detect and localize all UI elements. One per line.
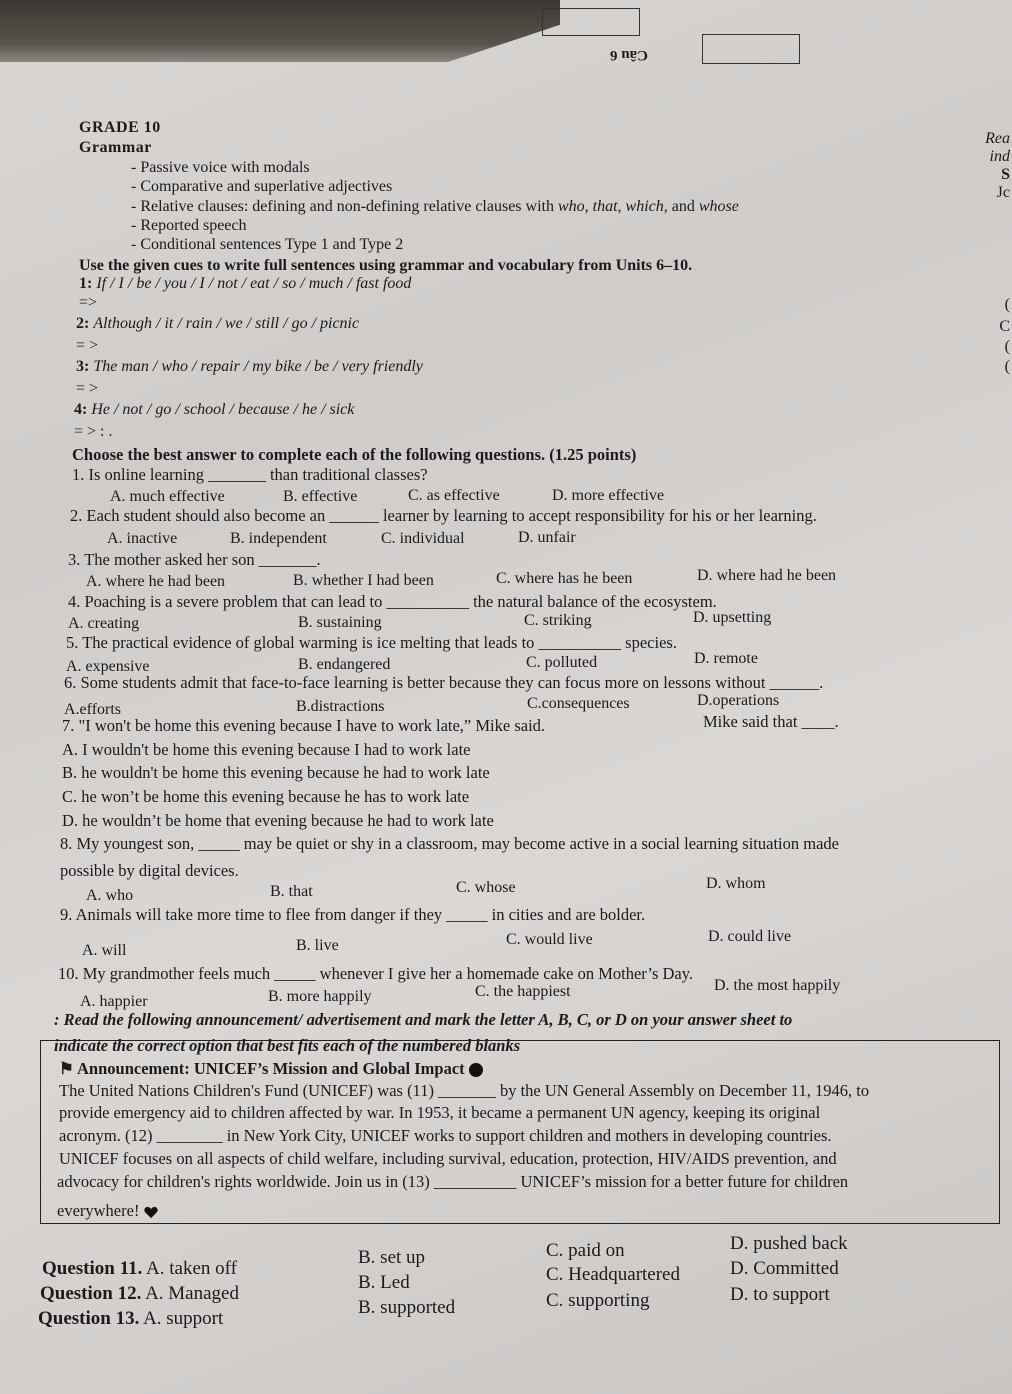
- topic-item: - Comparative and superlative adjectives: [131, 178, 393, 195]
- answer-option[interactable]: A. much effective: [110, 488, 225, 505]
- announcement-line-last: [57, 1201, 158, 1221]
- answer-option[interactable]: C. he won’t be home this evening because he has to work late: [62, 787, 470, 806]
- cue-arrow: = >: [76, 337, 99, 354]
- question-stem: 5. The practical evidence of global warming is ice melting that leads to __________ species.: [66, 633, 677, 652]
- topic-text: and: [671, 198, 695, 215]
- top-scribbles: [520, 0, 1012, 80]
- answer-option[interactable]: B. sustaining: [298, 614, 382, 631]
- answer-option[interactable]: D. Committed: [730, 1258, 839, 1279]
- answer-option[interactable]: D. upsetting: [693, 609, 772, 626]
- answer-option[interactable]: A. taken off: [146, 1258, 237, 1279]
- cue-text: The man / who / repair / my bike / be / very friendly: [93, 358, 423, 375]
- cau-label: Câu 6: [610, 47, 648, 63]
- answer-option[interactable]: B. Led: [358, 1272, 410, 1293]
- answer-option[interactable]: B. whether I had been: [293, 572, 434, 589]
- answer-option[interactable]: A. Managed: [145, 1283, 239, 1304]
- fragment-text: Rea: [985, 130, 1010, 147]
- answer-option[interactable]: D. unfair: [518, 529, 576, 546]
- answer-option[interactable]: A. expensive: [66, 658, 150, 675]
- topic-item: - Conditional sentences Type 1 and Type 2: [131, 236, 404, 253]
- fragment-text: (: [1004, 338, 1010, 355]
- answer-option[interactable]: B. effective: [283, 488, 358, 505]
- answer-option[interactable]: A. who: [86, 887, 134, 904]
- answer-option[interactable]: B. he wouldn't be home this evening because he had to work late: [62, 763, 490, 782]
- fragment-text: Jc: [996, 184, 1010, 201]
- answer-option[interactable]: B.distractions: [296, 698, 385, 715]
- answer-option[interactable]: C. would live: [506, 931, 593, 948]
- answer-option[interactable]: D. the most happily: [714, 977, 841, 994]
- question-stem: 2. Each student should also become an ______ learner by learning to accept responsibility for his or her learning.: [70, 506, 817, 525]
- announcement-line: advocacy for children's rights worldwide. Join us in (13) __________ UNICEF’s mission for a better future for children: [57, 1172, 849, 1191]
- topic-item: - Passive voice with modals: [131, 159, 310, 176]
- cue-text: Although / it / rain / we / still / go / picnic: [93, 315, 360, 332]
- fragment-text: (: [1004, 358, 1010, 375]
- cue-text: If / I / be / you / I / not / eat / so / much / fast food: [96, 275, 412, 292]
- answer-option[interactable]: A. inactive: [107, 530, 178, 547]
- cue-item: [74, 400, 354, 419]
- question-stem: 6. Some students admit that face-to-face learning is better because they can focus more on lessons without ______.: [64, 673, 824, 692]
- answer-option[interactable]: C. polluted: [526, 654, 598, 671]
- answer-option[interactable]: C. where has he been: [496, 570, 633, 587]
- reading-instruction-2: indicate the correct option that best fits each of the numbered blanks: [54, 1036, 521, 1055]
- cue-item: [79, 274, 411, 293]
- answer-option[interactable]: A. happier: [80, 993, 148, 1010]
- answer-option[interactable]: A.efforts: [64, 701, 122, 718]
- answer-option[interactable]: B. more happily: [268, 988, 372, 1005]
- answer-option[interactable]: D. where had he been: [697, 567, 837, 584]
- cue-number: 1:: [79, 275, 93, 292]
- announcement-title-text: Announcement: UNICEF’s Mission and Global Impact: [77, 1059, 465, 1078]
- topic-text: - Relative clauses: defining and non-defining relative clauses with: [131, 198, 554, 215]
- answer-option[interactable]: C. paid on: [546, 1240, 625, 1261]
- right-edge-fragments: [982, 130, 1012, 400]
- answer-option[interactable]: C. as effective: [408, 487, 500, 504]
- answer-option[interactable]: C. supporting: [546, 1290, 650, 1311]
- answer-option[interactable]: A. creating: [68, 615, 140, 632]
- cues-instruction: Use the given cues to write full sentences using grammar and vocabulary from Units 6–10.: [79, 257, 693, 274]
- answer-option[interactable]: B. set up: [358, 1247, 426, 1268]
- reading-question: [40, 1283, 239, 1305]
- topic-item: - Reported speech: [131, 217, 247, 234]
- question-stem: 3. The mother asked her son _______.: [68, 550, 321, 569]
- cue-number: 2:: [76, 315, 90, 332]
- answer-option[interactable]: C. whose: [456, 879, 516, 896]
- reading-question: [38, 1308, 223, 1330]
- answer-option[interactable]: A. support: [143, 1308, 224, 1329]
- fragment-text: (: [1004, 296, 1010, 313]
- cue-arrow: =>: [79, 294, 98, 311]
- answer-option[interactable]: B. that: [270, 883, 313, 900]
- answer-option[interactable]: B. live: [296, 937, 339, 954]
- cue-number: 4:: [74, 401, 88, 418]
- answer-option[interactable]: B. independent: [230, 530, 327, 547]
- sketch-box: [542, 8, 640, 36]
- answer-option[interactable]: D. he wouldn’t be home that evening because he had to work late: [62, 811, 494, 830]
- cue-text: He / not / go / school / because / he / sick: [91, 401, 355, 418]
- answer-option[interactable]: C.consequences: [527, 695, 630, 712]
- answer-option[interactable]: D. pushed back: [730, 1233, 848, 1254]
- answer-option[interactable]: B. endangered: [298, 656, 391, 673]
- answer-option[interactable]: C. individual: [381, 530, 465, 547]
- question-stem-2: possible by digital devices.: [60, 861, 239, 880]
- answer-option[interactable]: A. will: [82, 942, 127, 959]
- globe-icon: [469, 1063, 483, 1077]
- answer-option[interactable]: D. more effective: [552, 487, 665, 504]
- reading-instruction: : Read the following announcement/ advertisement and mark the letter A, B, C, or D on your answer sheet to: [54, 1010, 793, 1029]
- question-stem: 4. Poaching is a severe problem that can lead to __________ the natural balance of the ecosystem.: [68, 592, 717, 611]
- megaphone-icon: ⚑: [59, 1059, 74, 1078]
- question-label: Question 12.: [40, 1283, 142, 1304]
- cue-arrow: = > : .: [74, 423, 113, 440]
- sketch-box: [702, 34, 800, 64]
- page-top-shadow: [0, 0, 560, 62]
- answer-option[interactable]: C. Headquartered: [546, 1264, 680, 1285]
- answer-option[interactable]: D. whom: [706, 875, 766, 892]
- heart-icon: [144, 1206, 158, 1219]
- question-stem: 8. My youngest son, _____ may be quiet or shy in a classroom, may become active in a social learning situation made: [60, 834, 839, 853]
- question-stem-2: Mike said that ____.: [703, 712, 839, 731]
- announcement-box: [40, 1040, 1000, 1224]
- topic-italic: whose: [698, 198, 739, 215]
- question-stem: 10. My grandmother feels much _____ whenever I give her a homemade cake on Mother’s Day.: [58, 964, 694, 983]
- cue-arrow: = >: [76, 380, 99, 397]
- announcement-line: The United Nations Children's Fund (UNICEF) was (11) _______ by the UN General Assembly on December 11, 1946, to: [59, 1081, 870, 1100]
- announcement-text: everywhere!: [57, 1201, 140, 1220]
- question-stem: 9. Animals will take more time to flee from danger if they _____ in cities and are bolder.: [60, 905, 646, 924]
- answer-option[interactable]: D.operations: [697, 692, 780, 709]
- cue-number: 3:: [76, 358, 90, 375]
- cue-item: [76, 314, 359, 333]
- announcement-title: [59, 1059, 483, 1079]
- question-stem: 7. "I won't be home this evening because I have to work late,” Mike said.: [62, 716, 546, 735]
- announcement-line: acronym. (12) ________ in New York City, UNICEF works to support children and mothers in developing countries.: [59, 1126, 832, 1145]
- question-stem: 1. Is online learning _______ than traditional classes?: [72, 465, 428, 484]
- answer-option[interactable]: A. where he had been: [86, 573, 226, 590]
- fragment-text: ind: [989, 148, 1010, 165]
- announcement-line: UNICEF focuses on all aspects of child welfare, including survival, education, protection, HIV/AIDS prevention, and: [59, 1149, 837, 1168]
- answer-option[interactable]: D. remote: [694, 650, 758, 667]
- answer-option[interactable]: B. supported: [358, 1297, 456, 1318]
- question-label: Question 13.: [38, 1308, 140, 1329]
- answer-option[interactable]: C. striking: [524, 612, 592, 629]
- section-title: Grammar: [79, 139, 152, 156]
- reading-question: [42, 1258, 237, 1280]
- mc-instruction: Choose the best answer to complete each of the following questions. (1.25 points): [72, 445, 637, 464]
- topic-item: [131, 197, 739, 216]
- answer-option[interactable]: A. I wouldn't be home this evening because I had to work late: [62, 740, 471, 759]
- answer-option[interactable]: C. the happiest: [475, 983, 571, 1000]
- cue-item: [76, 357, 423, 376]
- fragment-text: C: [999, 318, 1010, 335]
- announcement-line: provide emergency aid to children affected by war. In 1953, it became a permanent UN agency, keeping its original: [59, 1103, 821, 1122]
- question-label: Question 11.: [42, 1258, 143, 1279]
- grade-title: GRADE 10: [79, 119, 161, 136]
- fragment-text: S: [1001, 166, 1010, 183]
- answer-option[interactable]: D. could live: [708, 928, 792, 945]
- answer-option[interactable]: D. to support: [730, 1284, 830, 1305]
- topic-italic: who, that, which,: [557, 198, 668, 215]
